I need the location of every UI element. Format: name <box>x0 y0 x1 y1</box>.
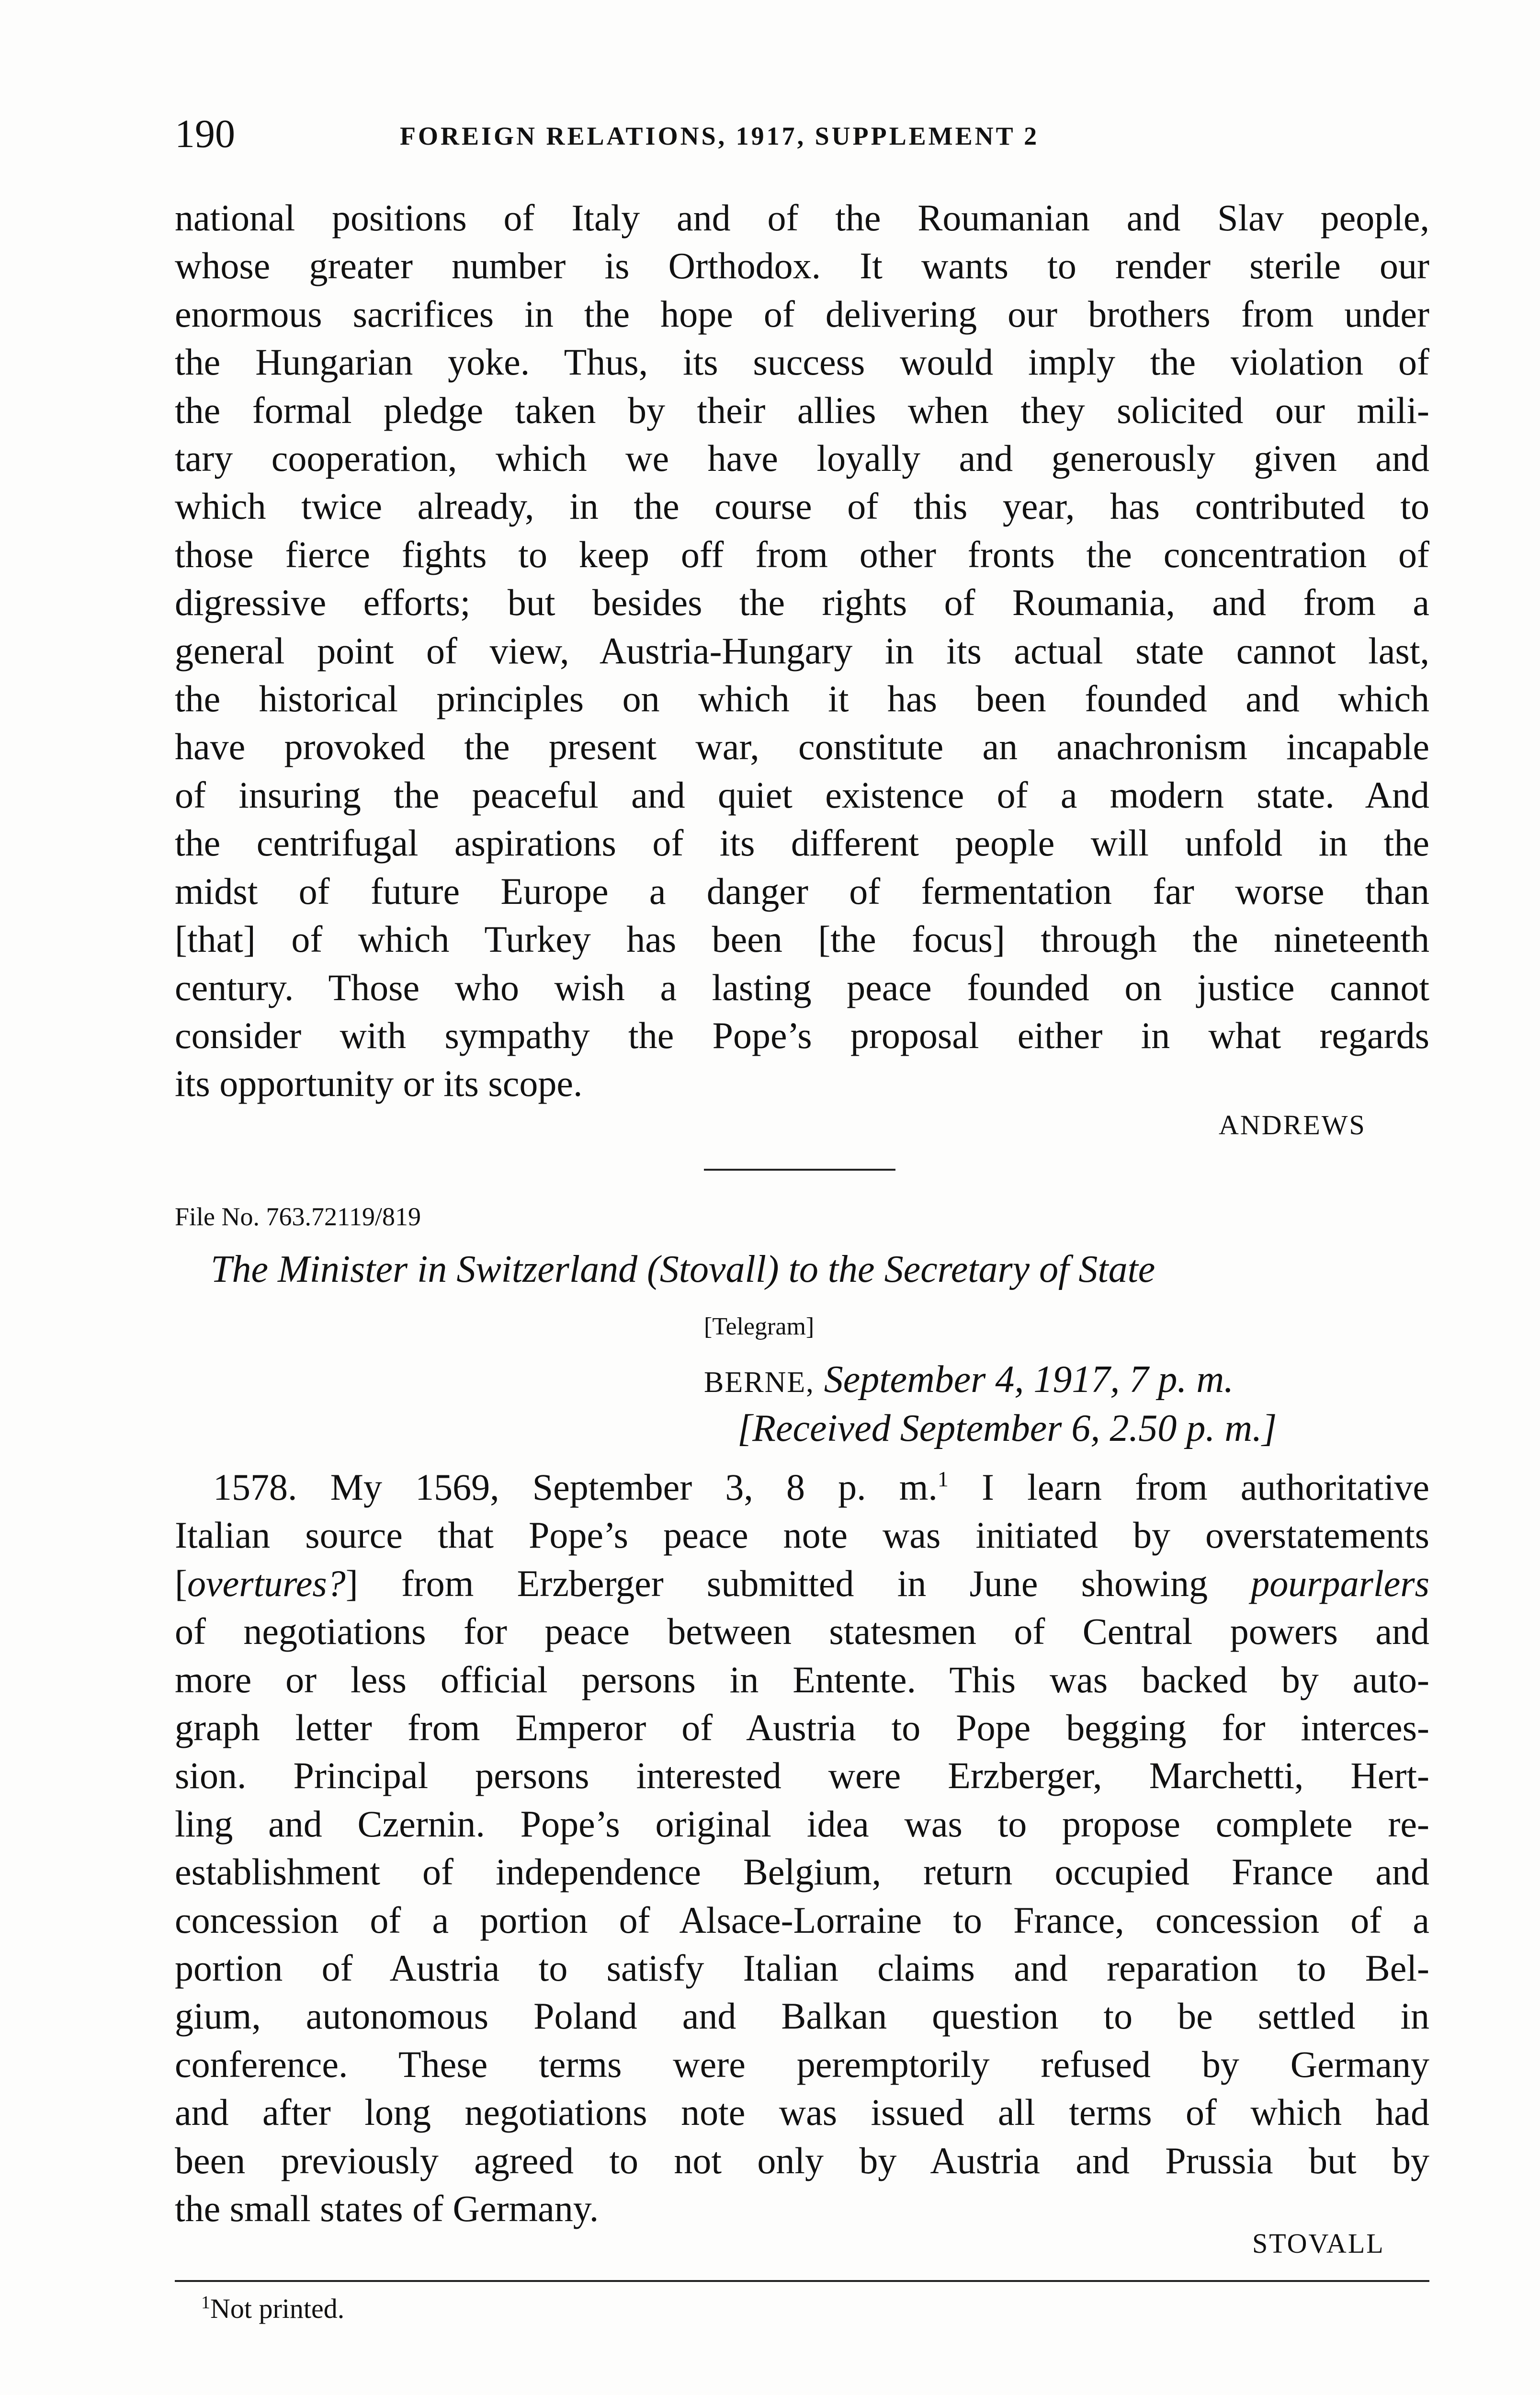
page-header <box>175 108 1429 160</box>
document-title: The Minister in Switzerland (Stovall) to the Secretary of State <box>211 1248 1155 1290</box>
running-head: FOREIGN RELATIONS, 1917, SUPPLEMENT 2 <box>400 122 1040 150</box>
text-line: the Hungarian yoke. Thus, its success would imply the violation of <box>175 341 1429 383</box>
text-line: sion. Principal persons interested were Erzberger, Marchetti, Hert- <box>175 1755 1429 1797</box>
text-line: establishment of independence Belgium, return occupied France and <box>175 1851 1429 1893</box>
telegram-label: [Telegram] <box>704 1313 815 1340</box>
text-line: its opportunity or its scope. <box>175 1062 583 1105</box>
text-line: and after long negotiations note was issued all terms of which had <box>175 2091 1429 2133</box>
text-line: concession of a portion of Alsace-Lorraine to France, concession of a <box>175 1899 1429 1941</box>
text-line: [overtures?] from Erzberger submitted in June showing pourparlers <box>175 1562 1429 1604</box>
text-line: the centrifugal aspirations of its different people will unfold in the <box>175 822 1429 864</box>
text-line: of insuring the peaceful and quiet existence of a modern state. And <box>175 774 1429 816</box>
received-note: [Received September 6, 2.50 p. m.] <box>737 1407 1277 1449</box>
text-line: the formal pledge taken by their allies when they solicited our mili- <box>175 389 1429 431</box>
footnote-ref: 1 <box>937 1467 949 1491</box>
text-line: 1578. My 1569, September 3, 8 p. m.$^1$ I learn from authoritative <box>213 1466 1429 1508</box>
text-line: been previously agreed to not only by Austria and Prussia but by <box>175 2139 1429 2181</box>
text-line: which twice already, in the course of this year, has contributed to <box>175 485 1429 527</box>
text-line: [that] of which Turkey has been [the focus] through the nineteenth <box>175 918 1429 960</box>
footnote-text: Not printed. <box>210 2293 345 2324</box>
text-line: midst of future Europe a danger of fermentation far worse than <box>175 870 1429 912</box>
text-line: tary cooperation, which we have loyally and generously given and <box>175 437 1429 479</box>
text-line: Italian source that Pope’s peace note was initiated by overstatements <box>175 1514 1429 1556</box>
footnote-divider <box>175 2280 1429 2282</box>
text-line: have provoked the present war, constitute an anachronism incapable <box>175 726 1429 768</box>
text-line: consider with sympathy the Pope’s proposal either in what regards <box>175 1014 1429 1056</box>
text-line: graph letter from Emperor of Austria to Pope begging for interces- <box>175 1707 1429 1749</box>
signature-stovall: STOVALL <box>1252 2228 1385 2259</box>
dateline-place: BERNE, <box>704 1366 815 1399</box>
dateline-date: September 4, 1917, 7 p. m. <box>824 1358 1234 1401</box>
text-line: the historical principles on which it has been founded and which <box>175 678 1429 720</box>
text-line: enormous sacrifices in the hope of delivering our brothers from under <box>175 293 1429 335</box>
text-line: those fierce fights to keep off from other fronts the concentration of <box>175 533 1429 575</box>
text-line: digressive efforts; but besides the rights of Roumania, and from a <box>175 582 1429 624</box>
text-line: portion of Austria to satisfy Italian claims and reparation to Bel- <box>175 1947 1429 1989</box>
dateline <box>704 1356 1234 1406</box>
text-line: ling and Czernin. Pope’s original idea was to propose complete re- <box>175 1802 1429 1845</box>
signature-andrews: ANDREWS <box>1219 1109 1366 1140</box>
text-line: more or less official persons in Entente. This was backed by auto- <box>175 1658 1429 1700</box>
text-line: conference. These terms were peremptorily refused by Germany <box>175 2043 1429 2085</box>
text-line: general point of view, Austria-Hungary in its actual state cannot last, <box>175 629 1429 672</box>
file-number: File No. 763.72119/819 <box>175 1202 421 1231</box>
text-line: whose greater number is Orthodox. It wants to render sterile our <box>175 245 1429 287</box>
text-line: national positions of Italy and of the Roumanian and Slav people, <box>175 197 1429 239</box>
text-line: the small states of Germany. <box>175 2188 599 2230</box>
footnote <box>201 2290 344 2328</box>
text-line: century. Those who wish a lasting peace founded on justice cannot <box>175 966 1429 1008</box>
page-number: 190 <box>175 112 235 156</box>
text-line: of negotiations for peace between statesmen of Central powers and <box>175 1610 1429 1653</box>
text-line: gium, autonomous Poland and Balkan question to be settled in <box>175 1995 1429 2037</box>
footnote-marker: 1 <box>201 2292 210 2313</box>
second-document-body <box>175 1463 1429 2233</box>
section-divider <box>704 1169 895 1171</box>
first-document-body <box>175 194 1429 1108</box>
